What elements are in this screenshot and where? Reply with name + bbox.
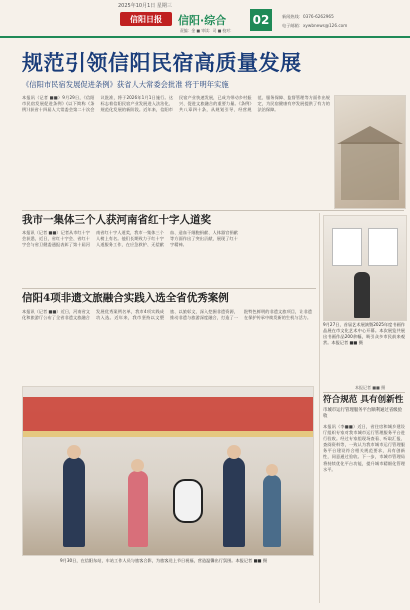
lead-title: 规范引领信阳民宿高质量发展 [22,50,302,75]
article2-body-text: 从市红十字会获悉，近日，省红十字会、省红十字会与省卫健委通报表彰了第十届河南省红十字人道奖，我市一集体三个人榜上有名。他们长期致力于红十字人道服务工作，在应急救护、无偿献血、造血干细胞捐献、人体器官捐献等方面作出了突出贡献，展现了红十字精神。 [22,230,238,248]
divider-2 [22,288,316,289]
roof-shape [337,126,403,144]
visitor [354,272,370,318]
right-photo-credit: 本报记者 ■■ 摄 [355,385,386,390]
article2-body [22,230,312,284]
article2-title: 我市一集体三个人获河南省红十字人道奖 [22,214,211,226]
section-name-2: 综合 [204,14,227,27]
section-dot: · [200,14,205,27]
mascot [173,479,203,523]
article4-subtitle: 市城市运行管理服务平台顺利通过省级验收 [323,408,403,419]
person-2-head [131,459,144,472]
lead-body [22,95,330,195]
page-number: 02 [250,9,272,31]
article4-body [323,424,405,604]
article3-byline: 本报讯（记者 ■■）近日， [22,309,74,314]
masthead [0,0,410,38]
article2-byline: 本报讯（记者 ■■）记者 [22,230,70,235]
divider-1 [22,210,404,211]
lead-body-text: 《信阳市民宿发展促进条例》(以下简称《条例》)获省十四届人大常委会第二十次会议批准，将于2026年1月1日施行。这标志着信阳民宿产业发展进入法治化、规范化发展的新阶段。近年来，信阳市民宿产业快速发展，已成为带动乡村振兴、促进文旅融合的重要力量。《条例》共八章四十条，从规划引导、经营规范、服务保障、监督管理等方面作出规定，为民宿健康有序发展提供了有力的法治保障。 [22,95,330,113]
article3-body-text: 河南省文化和旅游厅公布了全省非遗文旅融合发展优秀案例名单，我市4项实践成功入选。近年来，我市坚持以文塑旅、以旅彰文，深入挖掘非遗资源，推动非遗与旅游深度融合，打造了一批特色鲜明的非遗文旅项目，让非遗在保护传承中焕发新的生机与活力。 [22,309,312,321]
date-line: 2025年10月1日 星期三 [118,3,172,9]
section-name-1: 信阳 [178,14,200,27]
photo-banner-stripe [23,431,313,437]
email-line: 电子邮箱：xywbnews@126.com [282,23,348,28]
station-photo-caption: 9月30日，在信阳东站，车站工作人员与旅客合影，为旅客送上节日祝福，营造温馨出行氛围。本报记者 ■■ 摄 [60,558,268,563]
newspaper-logo: 信阳日报 [120,12,172,26]
person-3-head [227,445,241,459]
right-column-divider [319,213,320,603]
person-1 [63,457,85,547]
wall-frame-1 [332,228,362,266]
building-shape [341,142,399,200]
section-sub: 责编：金 ■ 审读：司 ■ 校对： [180,28,234,33]
station-photo [22,386,314,556]
exhibition-photo [323,215,407,321]
article4-body-text: 省住房和城乡建设厅组织专家对我市城市运行管理服务平台进行验收。经过专家组现场查看、听取汇报、查阅资料等，一致认为我市城市运行管理服务平台建设符合相关规范要求，具有创新性，同意通过验收。下一步，市城市管理局将持续优化平台功能，提升城市精细化管理水平。 [323,424,405,472]
person-4 [263,475,281,547]
article3-body [22,309,312,383]
masthead-divider [0,36,410,38]
person-3 [223,457,245,547]
person-1-head [67,445,81,459]
lead-subtitle: 《信阳市民宿发展促进条例》获省人大常委会批准 将于明年实施 [22,80,229,89]
wall-frame-2 [368,228,398,266]
person-4-head [266,464,278,476]
lead-photo [334,95,406,209]
article4-byline: 本报讯（李■■）近日， [323,424,371,429]
article3-title: 信阳4项非遗文旅融合实践入选全省优秀案例 [22,292,229,304]
lead-byline: 本报讯（记者 ■■）9月29日， [22,95,84,100]
article4-title: 符合规范 具有创新性 [323,395,404,405]
section-name [178,12,226,28]
exhibition-caption: 9月27日，首届艺术展演暨2025年度书画作品展在市文化艺术中心开幕。本次展览共展出书画作品200余幅，吸引众多市民前来观赏。本报记者 ■■ 摄 [323,322,405,346]
divider-right [323,392,405,393]
photo-banner [23,397,313,431]
contact-line: 新闻热线：0376-6262965 [282,14,334,19]
person-2 [128,471,148,547]
